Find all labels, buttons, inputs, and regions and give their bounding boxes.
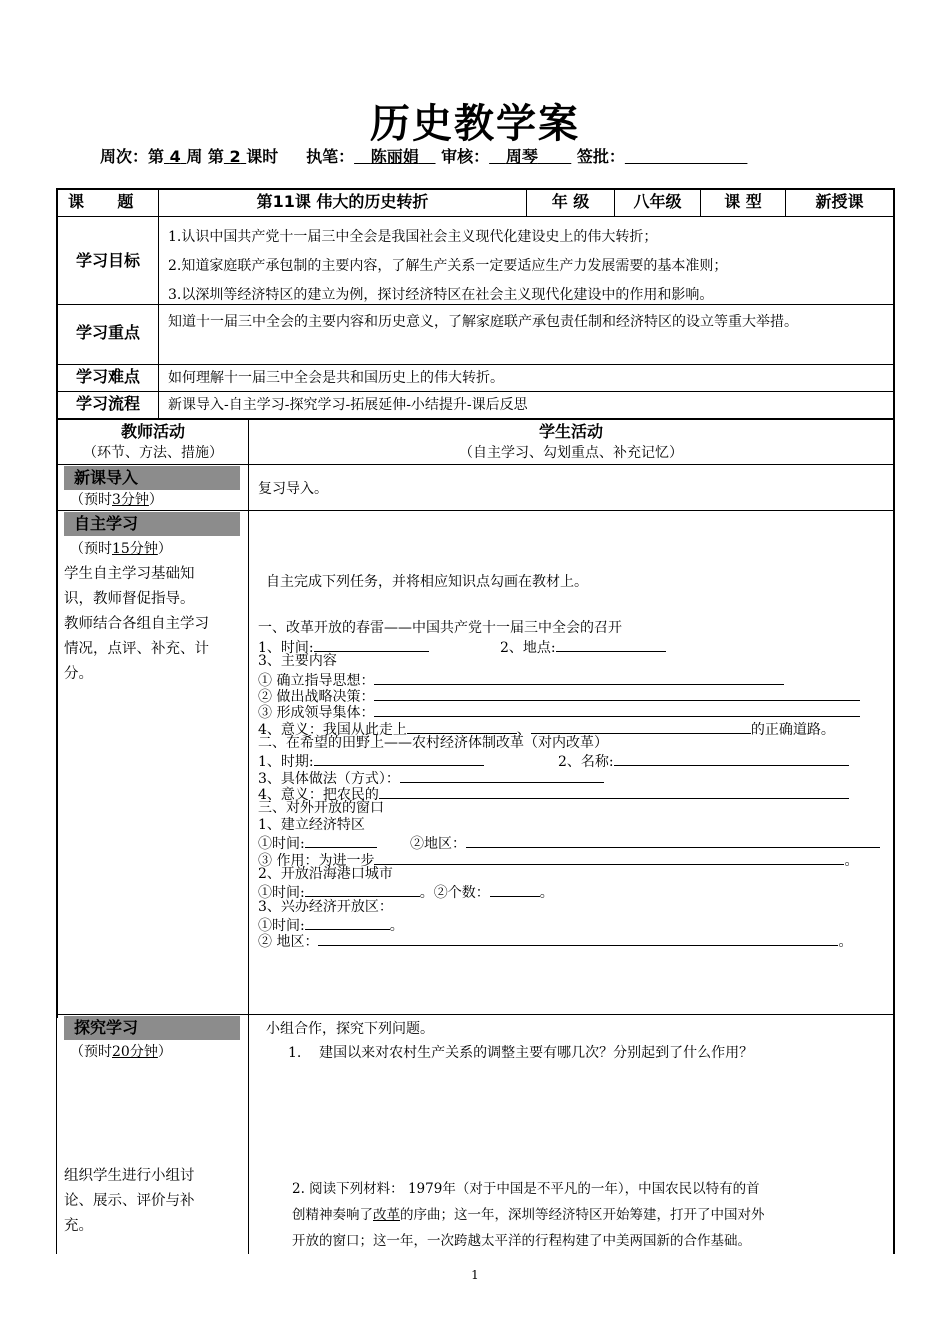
key-points-label: 学习重点	[75, 323, 140, 342]
type-value: 新授课	[815, 192, 864, 211]
writer-value: 陈丽娟	[370, 147, 419, 166]
page-number: 1	[471, 1268, 479, 1282]
student-activity-title: 学生活动	[538, 422, 603, 441]
difficulty-text: 如何理解十一届三中全会是共和国历史上的伟大转折。	[168, 370, 504, 386]
self-study-label: 自主学习	[64, 512, 240, 536]
self-study-instruction: 自主完成下列任务，并将相应知识点勾画在教材上。	[266, 574, 588, 590]
teacher-line: 识，教师督促指导。	[64, 591, 195, 607]
ws-s3-3: 3、兴办经济开放区：	[258, 899, 393, 915]
ws-s1-c1: ① 确立指导思想：	[258, 670, 784, 689]
goal-item: 3.以深圳等经济特区的建立为例，探讨经济特区在社会主义现代化建设中的作用和影响。	[168, 287, 714, 303]
goals-list	[168, 223, 888, 310]
teacher-line: 情况，点评、补充、计	[64, 641, 209, 657]
q2-line: 2. 阅读下列材料： 1979年（对于中国是不平凡的一年），中国农民以特有的首	[292, 1181, 760, 1197]
ws-s3-2: 2、开放沿海港口城市	[258, 866, 393, 882]
explore-intro: 小组合作，探究下列问题。	[266, 1021, 434, 1037]
week-value: 4	[169, 147, 181, 166]
approve-label: 签批：	[576, 147, 625, 166]
ws-s3-3b: ② 地区： 。	[258, 931, 852, 950]
teacher-line: 教师结合各组自主学习	[64, 616, 209, 632]
ws-s3-1a: ①时间:	[258, 833, 377, 852]
reviewer-label: 审核：	[441, 147, 490, 166]
grade-label: 年 级	[551, 192, 590, 211]
teacher-activity-title: 教师活动	[120, 422, 185, 441]
explore-time: （预时20分钟）	[70, 1044, 172, 1060]
reviewer-value: 周琴	[505, 147, 538, 166]
page-title: 历史教学案	[370, 101, 580, 147]
ws-s1-title: 一、改革开放的春雷——中国共产党十一届三中全会的召开	[258, 620, 622, 636]
lesson-suffix: 课时	[246, 147, 279, 166]
ws-s1-content: 3、主要内容	[258, 653, 337, 669]
ws-s2-title: 二、在希望的田野上——农村经济体制改革（对内改革）	[258, 735, 608, 751]
writer-label: 执笔：	[306, 147, 355, 166]
ws-s3-title: 三、对外开放的窗口	[258, 800, 384, 816]
difficulty-label: 学习难点	[75, 367, 140, 386]
lesson-value: 2	[229, 147, 241, 166]
ws-s3-3a: ①时间: 。	[258, 915, 404, 934]
grade-value: 八年级	[633, 192, 682, 211]
teacher-line: 组织学生进行小组讨	[64, 1168, 195, 1184]
topic-label: 课 题	[68, 192, 134, 211]
self-study-teacher-text	[64, 562, 246, 687]
ws-s1-c3: ③ 形成领导集体：	[258, 702, 860, 721]
ws-s1-c2: ② 做出战略决策：	[258, 686, 860, 705]
process-label: 学习流程	[75, 394, 140, 413]
q2-line: 开放的窗口；这一年，一次跨越太平洋的行程构建了中美两国新的合作基础。	[292, 1233, 751, 1249]
teacher-line: 分。	[64, 666, 93, 682]
ws-s2-method: 3、具体做法（方式）：	[258, 768, 604, 787]
process-text: 新课导入-自主学习-探究学习-拓展延伸-小结提升-课后反思	[168, 397, 528, 413]
week-prefix: 周次：第	[100, 147, 165, 166]
ws-s3-2a: ①时间: 。②个数： 。	[258, 882, 554, 901]
explore-q1: 1. 建国以来对农村生产关系的调整主要有哪几次？分别起到了什么作用？	[288, 1045, 754, 1061]
type-label: 课 型	[724, 192, 762, 211]
teacher-activity-sub: （环节、方法、措施）	[83, 445, 223, 461]
week-mid: 周 第	[186, 147, 224, 166]
ws-s3-1b: ②地区：	[410, 833, 880, 852]
teacher-line: 充。	[64, 1218, 93, 1234]
ws-s2-time: 1、时期:	[258, 751, 484, 770]
doc-meta	[100, 144, 747, 167]
intro-student-text: 复习导入。	[258, 481, 328, 497]
key-points-text: 知道十一届三中全会的主要内容和历史意义，了解家庭联产承包责任制和经济特区的设立等重大举措。	[168, 314, 798, 330]
student-activity-sub: （自主学习、勾划重点、补充记忆）	[459, 445, 683, 461]
goal-item: 1.认识中国共产党十一届三中全会是我国社会主义现代化建设史上的伟大转折；	[168, 229, 658, 245]
intro-label: 新课导入	[64, 466, 240, 490]
ws-s1-meaning: 4、意义：我国从此走上 、 的正确道路。	[258, 719, 835, 738]
ws-s2-name: 2、名称:	[558, 751, 849, 770]
q2-line: 创精神奏响了改革的序曲；这一年，深圳等经济特区开始筹建，打开了中国对外	[292, 1207, 765, 1223]
explore-label: 探究学习	[64, 1016, 240, 1040]
self-study-time: （预时15分钟）	[70, 541, 172, 557]
ws-s1-time: 1、时间:	[258, 637, 429, 656]
explore-q2	[292, 1176, 888, 1254]
goals-label: 学习目标	[75, 251, 140, 270]
intro-time: （预时3分钟）	[70, 492, 163, 508]
ws-s3-1c: ③ 作用：为进一步 。	[258, 850, 858, 869]
topic-value: 第11课 伟大的历史转折	[256, 192, 429, 211]
teacher-line: 论、展示、评价与补	[64, 1193, 195, 1209]
ws-s1-place: 2、地点:	[500, 637, 666, 656]
goal-item: 2.知道家庭联产承包制的主要内容，了解生产关系一定要适应生产力发展需要的基本准则；	[168, 258, 728, 274]
teacher-line: 学生自主学习基础知	[64, 566, 195, 582]
explore-teacher-text	[64, 1164, 246, 1239]
ws-s3-1: 1、建立经济特区	[258, 817, 365, 833]
ws-s2-meaning: 4、意义：把农民的	[258, 784, 849, 803]
